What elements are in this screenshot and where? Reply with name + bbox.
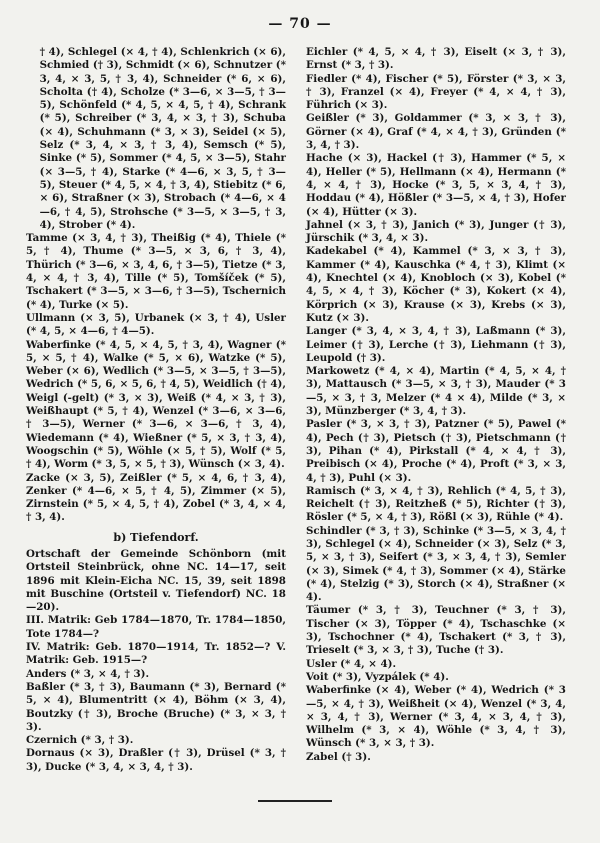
name-entry: Fiedler (* 4), Fischer (* 5), Förster (* 3, × 3, † 3), Franzel (× 4), Freyer (* 4, × 4, † 3), Führich (× 3). [306, 72, 566, 112]
name-entry: Schindler (* 3, † 3), Schinke (* 3—5, × 3, 4, † 3), Schlegel (× 4), Schneider (× 3), Selz (* 3, 5, × 3, † 3), Seifert (* 3, × 3, 4, † 3), Semler (× 3), Simek (* 4, † 3), Sommer (× 4), Stärke (* 4), Stelzig (* 3), Storch (× 4), Straßner (× 4). [306, 524, 566, 604]
name-entry: Täumer (* 3, † 3), Teuchner (* 3, † 3), Tischer (× 3), Töpper (* 4), Tschaschke (× 3), Tschochner (* 4), Tschakert (* 3, † 3), Trieselt (* 3, × 3, † 3), Tuche († 3). [306, 604, 566, 657]
name-entry: III. Matrik: Geb 1784—1870, Tr. 1784—1850, Tote 1784—? [26, 614, 286, 640]
name-entry: Usler (* 4, × 4). [306, 657, 397, 670]
section-heading: b) Tiefendorf. [113, 529, 199, 544]
page-number: — 70 — [268, 16, 332, 32]
right-column [306, 46, 566, 764]
name-entry: Dornaus (× 3), Draßler († 3), Drüsel (* 3, † 3), Ducke (* 3, 4, × 3, 4, † 3). [26, 747, 286, 773]
name-entry: Eichler (* 4, 5, × 4, † 3), Eiselt (× 3, † 3), Ernst (* 3, † 3). [306, 46, 566, 72]
name-entry: Voit (* 3), Vyzpálek (* 4). [306, 670, 449, 683]
name-entry: Zacke (× 3, 5), Zeißler (* 5, × 4, 6, † 3, 4), Zenker (* 4—6, × 5, † 4, 5), Zimmer (× 5), Zirnstein (* 5, × 4, 5, † 4), Zobel (* 3, 4, × 4, † 3, 4). [26, 471, 286, 524]
name-entry: Pasler (* 3, × 3, † 3), Patzner (* 5), Pawel (* 4), Pech († 3), Pietsch († 3), Pietschmann († 3), Pihan (* 4), Pirkstall (* 4, × 4, † 3), Preibisch (× 4), Proche (* 4), Proft (* 3, × 3, 4, † 3), Puhl (× 3). [306, 418, 566, 484]
name-entry: Kadekabel (* 4), Kammel (* 3, × 3, † 3), Kammer (* 4), Kauschka (* 4, † 3), Klimt (× 4), Knechtel (× 4), Knobloch (× 3), Kobel (* 4, 5, × 4, † 3), Köcher (* 3), Kokert (× 4), Körprich (× 3), Krause (× 3), Krebs (× 3), Kutz (× 3). [306, 245, 566, 324]
name-entry: Baßler (* 3, † 3), Baumann (* 3), Bernard (* 5, × 4), Blumentritt (× 4), Böhm (× 3, 4), Boutzky († 3), Broche (Bruche) (* 3, × 3, † 3). [26, 680, 286, 733]
name-entry: Jahnel (× 3, † 3), Janich (* 3), Junger († 3), Jürschik (* 3, 4, × 3). [306, 218, 566, 245]
name-entry: Ramisch (* 3, × 4, † 3), Rehlich (* 4, 5, † 3), Reichelt († 3), Reitzheß (* 5), Richter († 3), Rösler (* 5, × 4, † 3), Rößl (× 3), Rühle (* 4). [306, 484, 566, 524]
name-entry: IV. Matrik: Geb. 1870—1914, Tr. 1852—? V. Matrik: Geb. 1915—? [26, 641, 286, 667]
left-column [26, 46, 286, 774]
footer-rule [258, 800, 332, 802]
name-entry: Waberfinke (× 4), Weber (* 4), Wedrich (* 3—5, × 4, † 3), Weißheit (× 4), Wenzel (* 3, 4, × 3, 4, † 3), Werner (* 3, 4, × 3, 4, † 3), Wilhelm (* 3, × 4), Wöhle (* 3, 4, † 3), Wünsch (* 3, × 3, † 3). [306, 684, 566, 750]
name-entry: Waberfinke (* 4, 5, × 4, 5, † 3, 4), Wagner (* 5, × 5, † 4), Walke (* 5, × 6), Watzke (* 5), Weber (× 6), Wedlich (* 3—5, × 3—5, † 3—5), Wedrich (* 5, 6, × 5, 6, † 4, 5), Weidlich († 4), Weigl (-gelt) (* 3, × 3), Weiß (* 4, × 3, † 3), Weißhaupt (* 5, † 4), Wenzel (* 3—6, × 3—6, † 3—5), Werner (* 3—6, × 3—6, † 3, 4), Wiedemann (* 4), Wießner (* 5, × 3, † 3, 4), Woogschin (* 5), Wöhle (× 5, † 5), Wolf (* 5, † 4), Worm (* 3, 5, × 5, † 3), Wünsch (× 3, 4). [26, 338, 286, 471]
name-entry: Ortschaft der Gemeinde Schönborn (mit Ortsteil Steinbrück, ohne NC. 14—17, seit 1896 mit Klein-Eicha NC. 15, 39, seit 1898 mit Buschine (Ortsteil v. Tiefendorf) NC. 18—20). [26, 547, 286, 614]
name-entry: Markowetz (* 4, × 4), Martin (* 4, 5, × 4, † 3), Mattausch (* 3—5, × 3, † 3), Mauder (* 3—5, × 3, † 3, Melzer (* 4 × 4), Milde (* 3, × 3), Münzberger (* 3, 4, † 3). [306, 365, 566, 418]
name-entry: Anders (* 3, × 4, † 3). [26, 667, 150, 680]
name-entry: Tamme (× 3, 4, † 3), Theißig (* 4), Thiele (* 5, † 4), Thume (* 3—5, × 3, 6, † 3, 4), Thürich (* 3—6, × 3, 4, 6, † 3—5), Tietze (* 3, 4, × 4, † 3, 4), Tille (* 5), Tomšíček (* 5), Tschakert (* 3—5, × 3—6, † 3—5), Tschernich (* 4), Turke (× 5). [26, 232, 286, 311]
name-entry: Langer (* 3, 4, × 3, 4, † 3), Laßmann (* 3), Leimer († 3), Lerche († 3), Liehmann († 3), Leupold († 3). [306, 325, 566, 364]
name-entry: Ullmann (× 3, 5), Urbanek (× 3, † 4), Usler (* 4, 5, × 4—6, † 4—5). [26, 311, 286, 338]
name-entry: Hache (× 3), Hackel († 3), Hammer (* 5, × 4), Heller (* 5), Hellmann (× 4), Hermann (* 4, × 4, † 3), Hocke (* 3, 5, × 3, 4, † 3), Hoddau (* 4), Hößler (* 3—5, × 4, † 3), Hofer (× 4), Hütter (× 3). [306, 152, 566, 218]
name-entry: Geißler (* 3), Goldammer (* 3, × 3, † 3), Görner (× 4), Graf (* 4, × 4, † 3), Gründen (* 3, 4, † 3). [306, 112, 566, 152]
name-entry: † 4), Schlegel (× 4, † 4), Schlenkrich (× 6), Schmied († 3), Schmidt (× 6), Schnutzer (* 3, 4, × 3, 5, † 3, 4), Schneider (* 6, × 6), Scholta († 4), Scholze (* 3—6, × 3—5, † 3—5), Schönfeld (* 4, 5, × 4, 5, † 4), Schrank (* 5), Schreiber (* 3, 4, × 3, † 3), Schuba (× 4), Schuhmann (* 3, × 3), Seidel (× 5), Selz (* 3, 4, × 3, † 3, 4), Semsch (* 5), Sinke (* 5), Sommer (* 4, 5, × 3—5), Stahr (× 3—5, † 4), Starke (* 4—6, × 3, 5, † 3—5), Steuer (* 4, 5, × 4, † 3, 4), Stiebitz (* 6, × 6), Straßner (× 3), Strobach (* 4—6, × 4—6, † 4, 5), Strohsche (* 3—5, × 3—5, † 3, 4), Strober (* 4). [39, 46, 286, 231]
name-entry: Zabel († 3). [306, 750, 371, 763]
name-entry: Czernich (* 3, † 3). [26, 734, 134, 747]
